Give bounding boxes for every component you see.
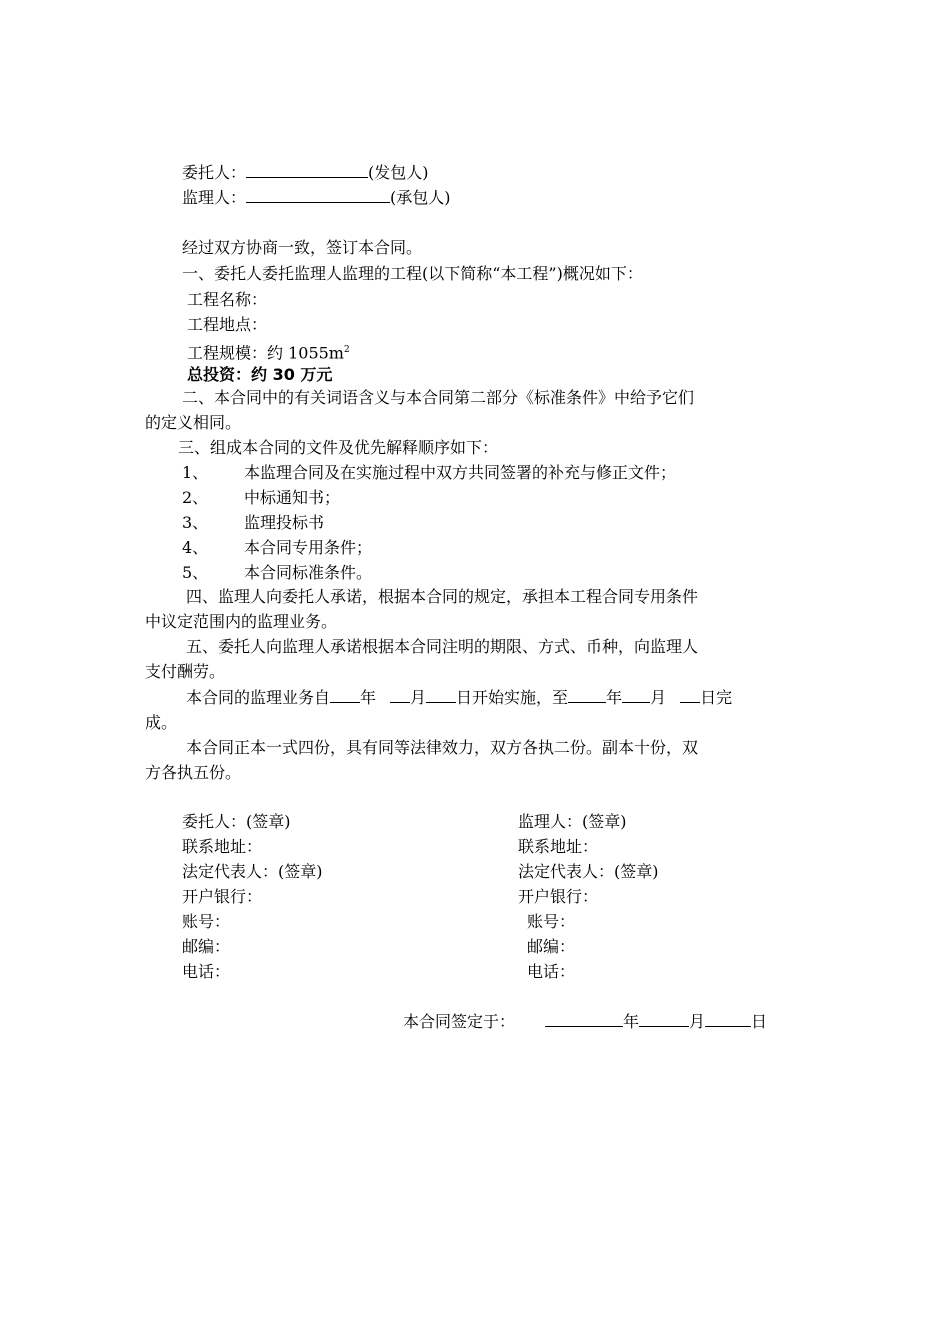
copies-line2: 方各执五份。 — [145, 763, 242, 782]
left-client-sign: 委托人：(签章) — [182, 812, 291, 831]
list-item-text: 监理投标书 — [244, 513, 325, 532]
sign-day-blank[interactable] — [705, 1010, 751, 1027]
sign-year-blank[interactable] — [545, 1010, 623, 1027]
service-period-line2: 成。 — [145, 713, 178, 732]
list-item-num: 2、 — [182, 488, 209, 507]
list-item-text: 中标通知书； — [244, 488, 341, 507]
service-period-line — [186, 686, 732, 710]
list-item — [182, 461, 676, 485]
list-item-num: 1、 — [182, 463, 209, 482]
project-scale-sup: 2 — [343, 345, 350, 355]
supervisor-label: 监理人： — [182, 188, 247, 207]
end-month-blank[interactable] — [622, 686, 650, 703]
article4-line2: 中议定范围内的监理业务。 — [145, 612, 338, 631]
period-text-mid: 日开始实施，至 — [456, 688, 569, 707]
copies-line1: 本合同正本一式四份，具有同等法律效力，双方各执二份。副本十份，双 — [186, 738, 699, 757]
client-role: (发包人) — [368, 163, 429, 182]
intro-text: 经过双方协商一致，签订本合同。 — [182, 238, 423, 257]
period-year-label: 年 — [606, 688, 623, 707]
list-item-num: 4、 — [182, 538, 209, 557]
signing-date-line — [403, 1010, 767, 1034]
list-item-num: 3、 — [182, 513, 209, 532]
article5-line1: 五、委托人向监理人承诺根据本合同注明的期限、方式、币种，向监理人 — [186, 637, 699, 656]
end-year-blank[interactable] — [568, 686, 606, 703]
period-month-label: 月 — [650, 688, 667, 707]
project-name: 工程名称： — [187, 290, 268, 309]
client-line — [182, 161, 429, 185]
right-legal-rep: 法定代表人：(签章) — [518, 862, 659, 881]
list-item — [182, 561, 372, 585]
supervisor-blank[interactable] — [246, 186, 390, 203]
right-postcode: 邮编： — [527, 937, 576, 956]
article1-heading: 一、委托人委托监理人监理的工程(以下简称“本工程”)概况如下： — [182, 264, 643, 283]
right-address: 联系地址： — [518, 837, 599, 856]
right-supervisor-sign: 监理人：(签章) — [518, 812, 627, 831]
start-year-blank[interactable] — [330, 686, 360, 703]
list-item-text: 本监理合同及在实施过程中双方共同签署的补充与修正文件； — [244, 463, 677, 482]
sign-month-blank[interactable] — [639, 1010, 689, 1027]
client-blank[interactable] — [246, 161, 368, 178]
list-item — [182, 511, 324, 535]
supervisor-line — [182, 186, 451, 210]
left-bank: 开户银行： — [182, 887, 263, 906]
period-month-label: 月 — [410, 688, 427, 707]
project-scale-text: 工程规模：约 1055m — [187, 343, 344, 363]
left-postcode: 邮编： — [182, 937, 231, 956]
project-scale — [187, 338, 350, 365]
list-item — [182, 486, 340, 510]
sign-year-label: 年 — [623, 1012, 640, 1031]
start-month-blank[interactable] — [390, 686, 410, 703]
list-item-text: 本合同专用条件； — [244, 538, 373, 557]
list-item-text: 本合同标准条件。 — [244, 563, 373, 582]
left-phone: 电话： — [182, 962, 231, 981]
right-account: 账号： — [527, 912, 576, 931]
total-investment: 总投资：约 30 万元 — [187, 365, 333, 384]
supervisor-role: (承包人) — [390, 188, 451, 207]
list-item — [182, 536, 372, 560]
project-location: 工程地点： — [187, 315, 268, 334]
period-text-end: 日完 — [700, 688, 733, 707]
right-phone: 电话： — [527, 962, 576, 981]
right-bank: 开户银行： — [518, 887, 599, 906]
list-item-num: 5、 — [182, 563, 209, 582]
left-address: 联系地址： — [182, 837, 263, 856]
sign-month-label: 月 — [689, 1012, 706, 1031]
left-legal-rep: 法定代表人：(签章) — [182, 862, 323, 881]
period-text-start: 本合同的监理业务自 — [186, 688, 331, 707]
signing-date-label: 本合同签定于： — [403, 1012, 516, 1031]
period-year-label: 年 — [360, 688, 377, 707]
article5-line2: 支付酬劳。 — [145, 662, 226, 681]
left-account: 账号： — [182, 912, 231, 931]
client-label: 委托人： — [182, 163, 247, 182]
sign-day-label: 日 — [751, 1012, 768, 1031]
article2-line1: 二、本合同中的有关词语含义与本合同第二部分《标准条件》中给予它们 — [182, 388, 695, 407]
end-day-blank[interactable] — [680, 686, 700, 703]
article3-heading: 三、组成本合同的文件及优先解释顺序如下： — [178, 438, 499, 457]
start-day-blank[interactable] — [426, 686, 456, 703]
article4-line1: 四、监理人向委托人承诺，根据本合同的规定，承担本工程合同专用条件 — [186, 587, 699, 606]
article2-line2: 的定义相同。 — [145, 413, 242, 432]
